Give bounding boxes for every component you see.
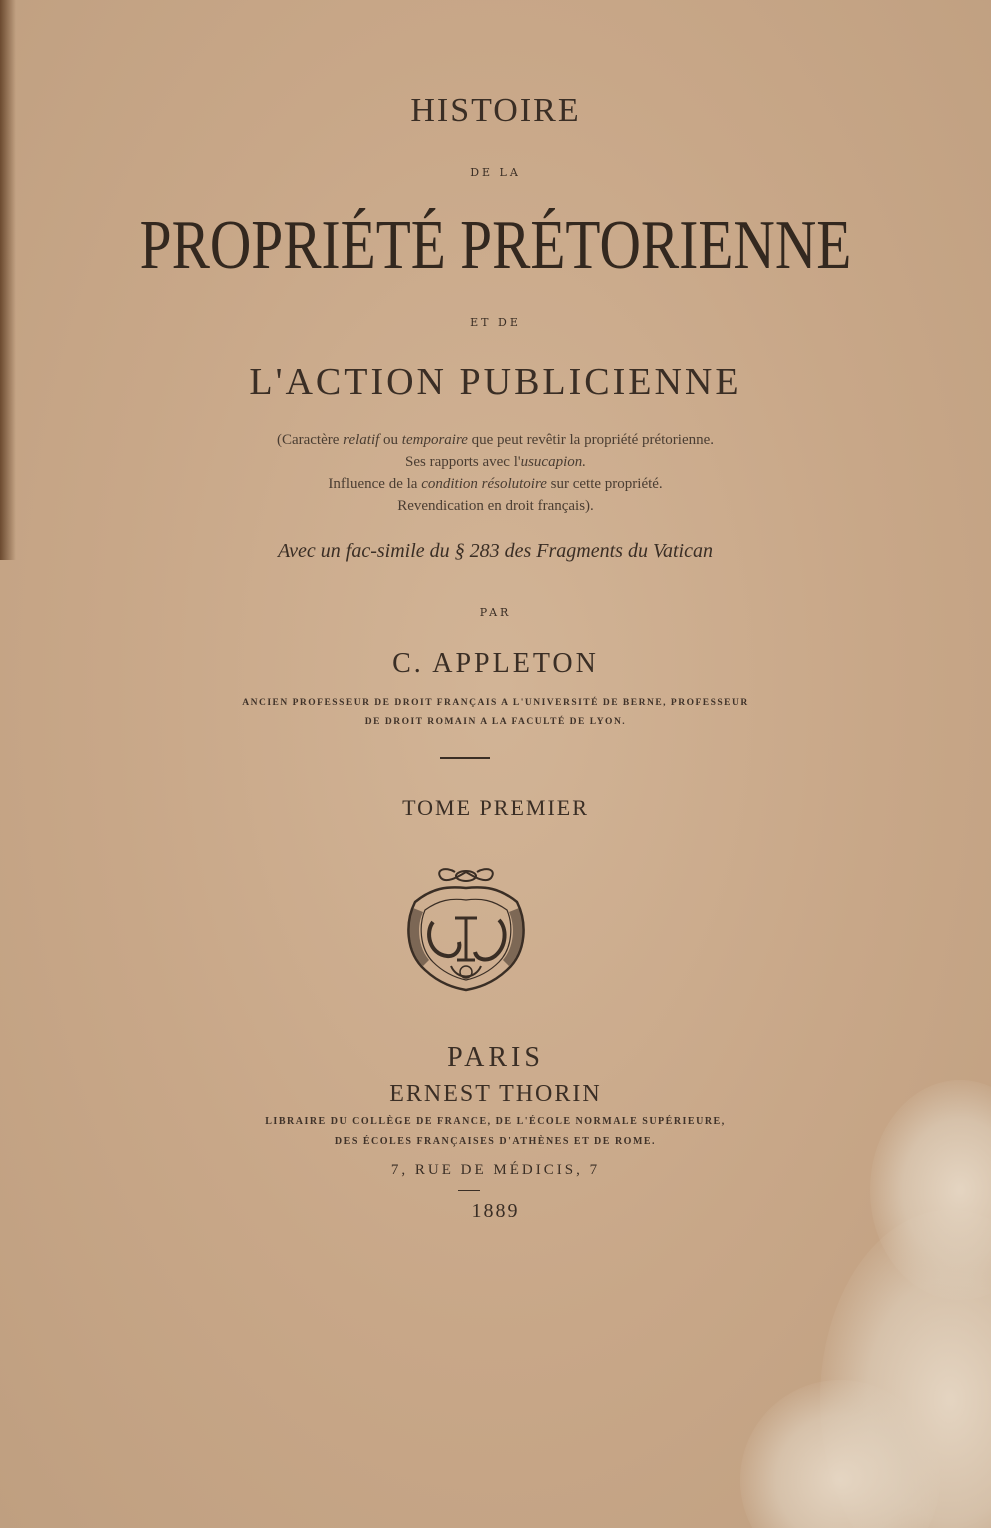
divider-rule — [440, 757, 490, 759]
author-credentials-line-2: DE DROIT ROMAIN A LA FACULTÉ DE LYON. — [364, 717, 627, 727]
connector-de-la: DE LA — [470, 166, 521, 179]
connector-par: PAR — [479, 606, 512, 619]
publisher-monogram-icon — [395, 862, 537, 994]
publisher-description-line-2: DES ÉCOLES FRANÇAISES D'ATHÈNES ET DE ROME. — [334, 1136, 657, 1147]
subtitle: L'ACTION PUBLICIENNE — [249, 361, 742, 403]
author-name: C. APPLETON — [392, 648, 599, 679]
main-title: PROPRIÉTÉ PRÉTORIENNE — [139, 207, 852, 284]
publisher-address: 7, RUE DE MÉDICIS, 7 — [390, 1162, 601, 1178]
connector-et-de: ET DE — [470, 316, 521, 329]
publisher-name: ERNEST THORIN — [389, 1081, 602, 1107]
facsimile-note: Avec un fac-simile du § 283 des Fragments du Vatican — [278, 540, 713, 562]
publisher-description-line-1: LIBRAIRE DU COLLÈGE DE FRANCE, DE L'ÉCOLE NORMALE SUPÉRIEURE, — [265, 1116, 726, 1127]
publication-year: 1889 — [471, 1200, 520, 1222]
heading-histoire: HISTOIRE — [410, 92, 581, 129]
volume-label: TOME PREMIER — [402, 795, 589, 820]
description-line-4: Revendication en droit français). — [397, 498, 594, 514]
short-divider-rule — [458, 1190, 480, 1191]
author-credentials-line-1: ANCIEN PROFESSEUR DE DROIT FRANÇAIS A L'UNIVERSITÉ DE BERNE, PROFESSEUR — [242, 698, 749, 708]
description-line-1: (Caractère relatif ou temporaire que peut revêtir la propriété prétorienne. — [276, 432, 715, 448]
description-line-2: Ses rapports avec l'usucapion. — [404, 454, 586, 470]
city: PARIS — [447, 1042, 544, 1073]
description-line-3: Influence de la condition résolutoire sur cette propriété. — [328, 476, 663, 492]
